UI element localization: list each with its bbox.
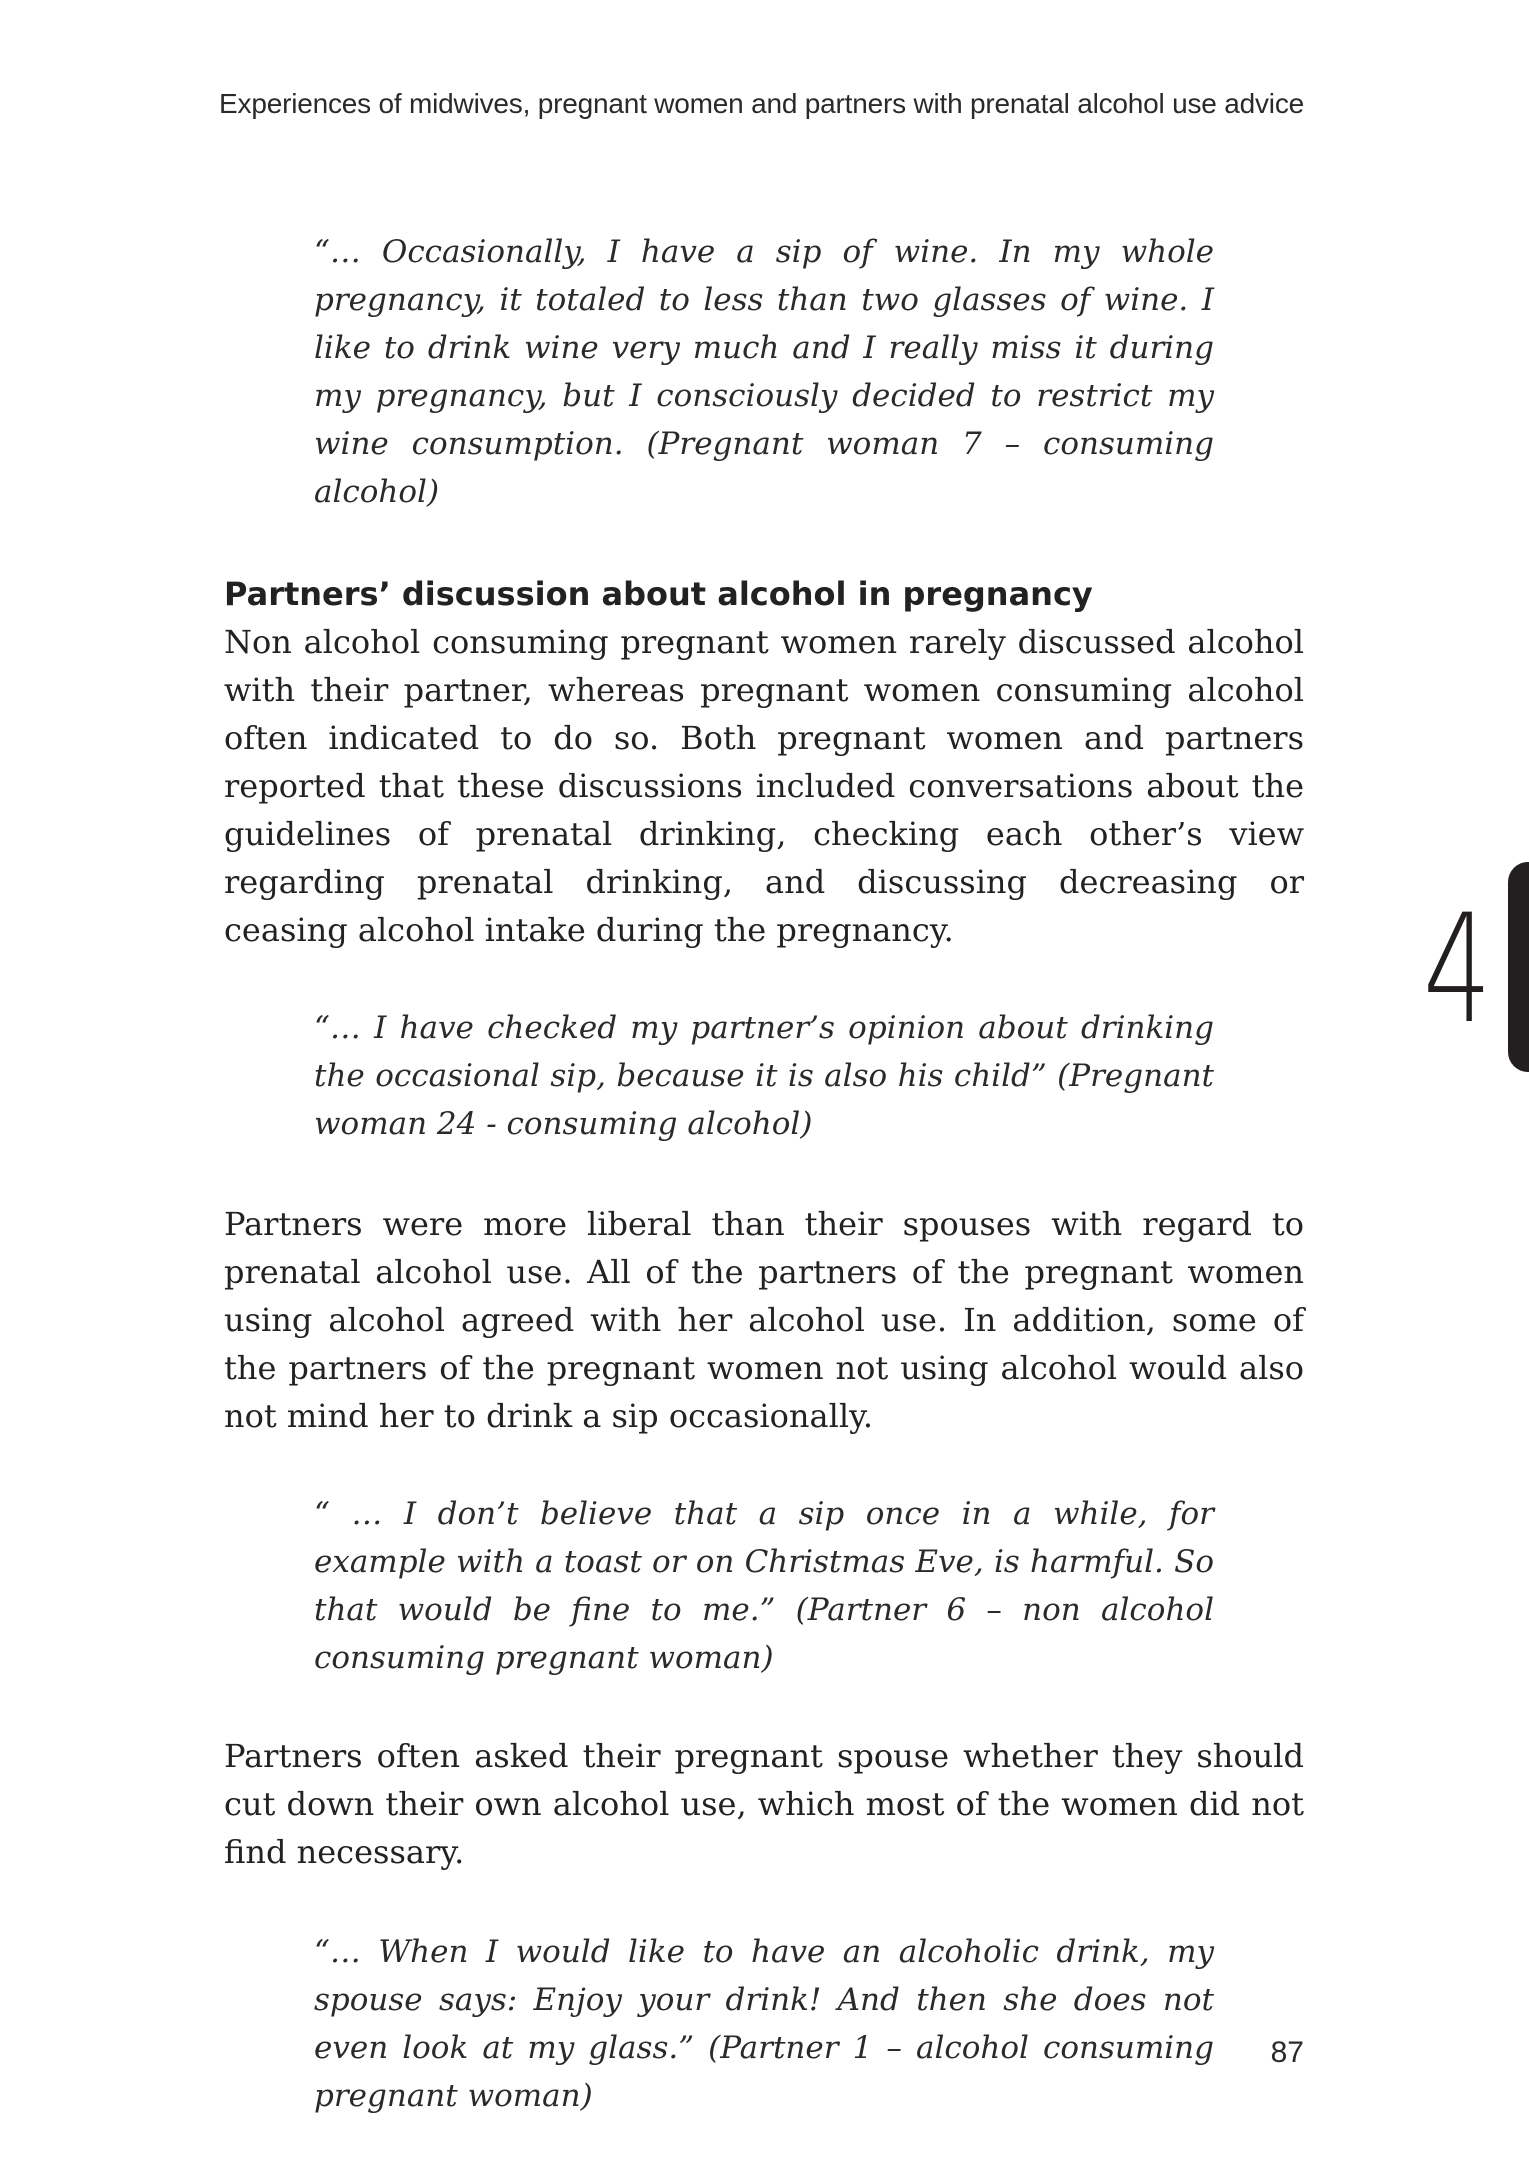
chapter-number: 4 — [1423, 883, 1492, 1057]
block-quote-2: “… I have checked my partner’s opinion about drinking the occasional sip, because it is also his child” (Pregnant woman 24 - consuming alcohol) — [314, 1010, 1214, 1142]
chapter-thumb-tab — [1508, 862, 1529, 1072]
block-quote-3: “ … I don’t believe that a sip once in a while, for example with a toast or on Christmas Eve, is harmful. So that would be fine to me.” (Partner 6 – non alcohol consuming pregnant woman) — [314, 1496, 1214, 1676]
block-quote-1: “… Occasionally, I have a sip of wine. In my whole pregnancy, it totaled to less than two glasses of wine. I like to drink wine very much and I really miss it during my pregnancy, but I consciously decided to restrict my wine consumption. (Pregnant woman 7 – consuming alcohol) — [314, 234, 1214, 510]
block-quote-4: “… When I would like to have an alcoholic drink, my spouse says: Enjoy your drink! And then she does not even look at my glass.” (Partner 1 – alcohol consuming pregnant woman) — [314, 1934, 1214, 2114]
paragraph-2: Partners were more liberal than their spouses with regard to prenatal alcohol use. All of the partners of the pregnant women using alcohol agreed with her alcohol use. In addition, some of the partners of the pregnant women not using alcohol would also not mind her to drink a sip occasionally. — [224, 1205, 1304, 1435]
paragraph-3: Partners often asked their pregnant spouse whether they should cut down their own alcohol use, which most of the women did not find necessary. — [224, 1737, 1304, 1871]
running-header: Experiences of midwives, pregnant women and partners with prenatal alcohol use advice — [219, 88, 1304, 119]
page-body — [224, 228, 1304, 2120]
page-number: 87 — [1270, 2036, 1304, 2069]
paragraph-1: Non alcohol consuming pregnant women rarely discussed alcohol with their partner, whereas pregnant women consuming alcohol often indicated to do so. Both pregnant women and partners reported that these discussions included conversations about the guidelines of prenatal drinking, checking each other’s view regarding prenatal drinking, and discussing decreasing or ceasing alcohol intake during the pregnancy. — [224, 623, 1304, 949]
section-heading: Partners’ discussion about alcohol in pregnancy — [224, 575, 1093, 613]
